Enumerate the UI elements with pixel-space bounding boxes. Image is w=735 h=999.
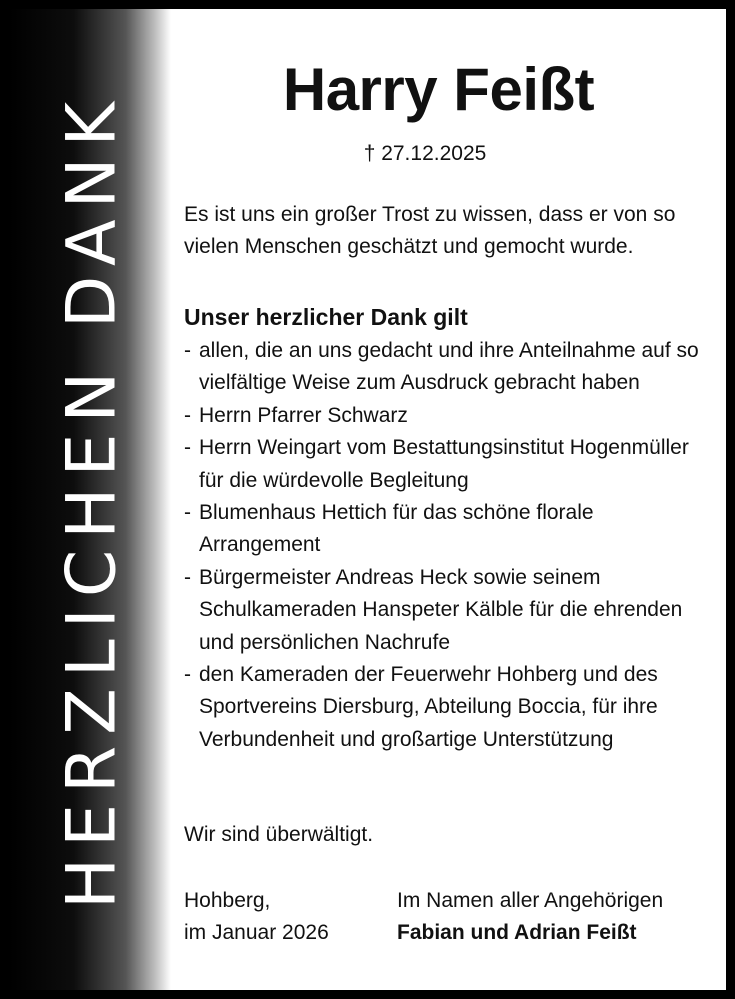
thanks-item: [184, 335, 704, 400]
thanks-item: [184, 659, 704, 756]
date-line: im Januar 2026: [184, 921, 329, 944]
thanks-heading: Unser herzlicher Dank gilt: [184, 304, 468, 330]
thanks-item-text: Bürgermeister Andreas Heck sowie seinem Schulkameraden Hanspeter Kälble für die ehrenden und persönlichen Nachrufe: [199, 565, 683, 654]
thanks-item-text: allen, die an uns gedacht und ihre Anteilnahme auf so vielfältige Weise zum Ausdruck gebracht haben: [199, 339, 699, 395]
dash-bullet: -: [184, 501, 191, 525]
place-line: Hohberg,: [184, 889, 271, 912]
signoff-names: Fabian und Adrian Feißt: [397, 921, 637, 944]
thanks-item: [184, 562, 704, 659]
closing-text: Wir sind überwältigt.: [184, 823, 374, 846]
dash-bullet: -: [184, 663, 191, 687]
dash-bullet: -: [184, 339, 191, 362]
thanks-item-text: Herrn Pfarrer Schwarz: [199, 403, 408, 427]
dash-bullet: -: [184, 436, 191, 460]
deceased-name: Harry Feißt: [282, 56, 595, 123]
thanks-item: [184, 432, 704, 497]
dash-bullet: -: [184, 403, 191, 427]
place-date: [184, 885, 374, 949]
thanks-item-text: Herrn Weingart vom Bestattungsinstitut Hogenmüller für die würdevolle Begleitung: [199, 436, 689, 492]
intro-text: Es ist uns ein großer Trost zu wissen, dass er von so vielen Menschen geschätzt und gemocht wurde.: [184, 203, 676, 258]
thanks-item-text: Blumenhaus Hettich für das schöne florale Arrangement: [199, 501, 594, 557]
thanks-item: [184, 400, 704, 432]
thanks-item-text: den Kameraden der Feuerwehr Hohberg und des Sportvereins Diersburg, Abteilung Boccia, für ihre Verbundenheit und großartige Unterstützung: [199, 663, 658, 751]
signoff: [397, 885, 707, 949]
death-date: † 27.12.2025: [363, 142, 487, 165]
thanks-item: [184, 497, 704, 562]
signoff-line: Im Namen aller Angehörigen: [397, 889, 664, 912]
dash-bullet: -: [184, 565, 191, 589]
thanks-list: [184, 335, 704, 756]
side-title: HERZLICHEN DANK: [52, 90, 132, 910]
